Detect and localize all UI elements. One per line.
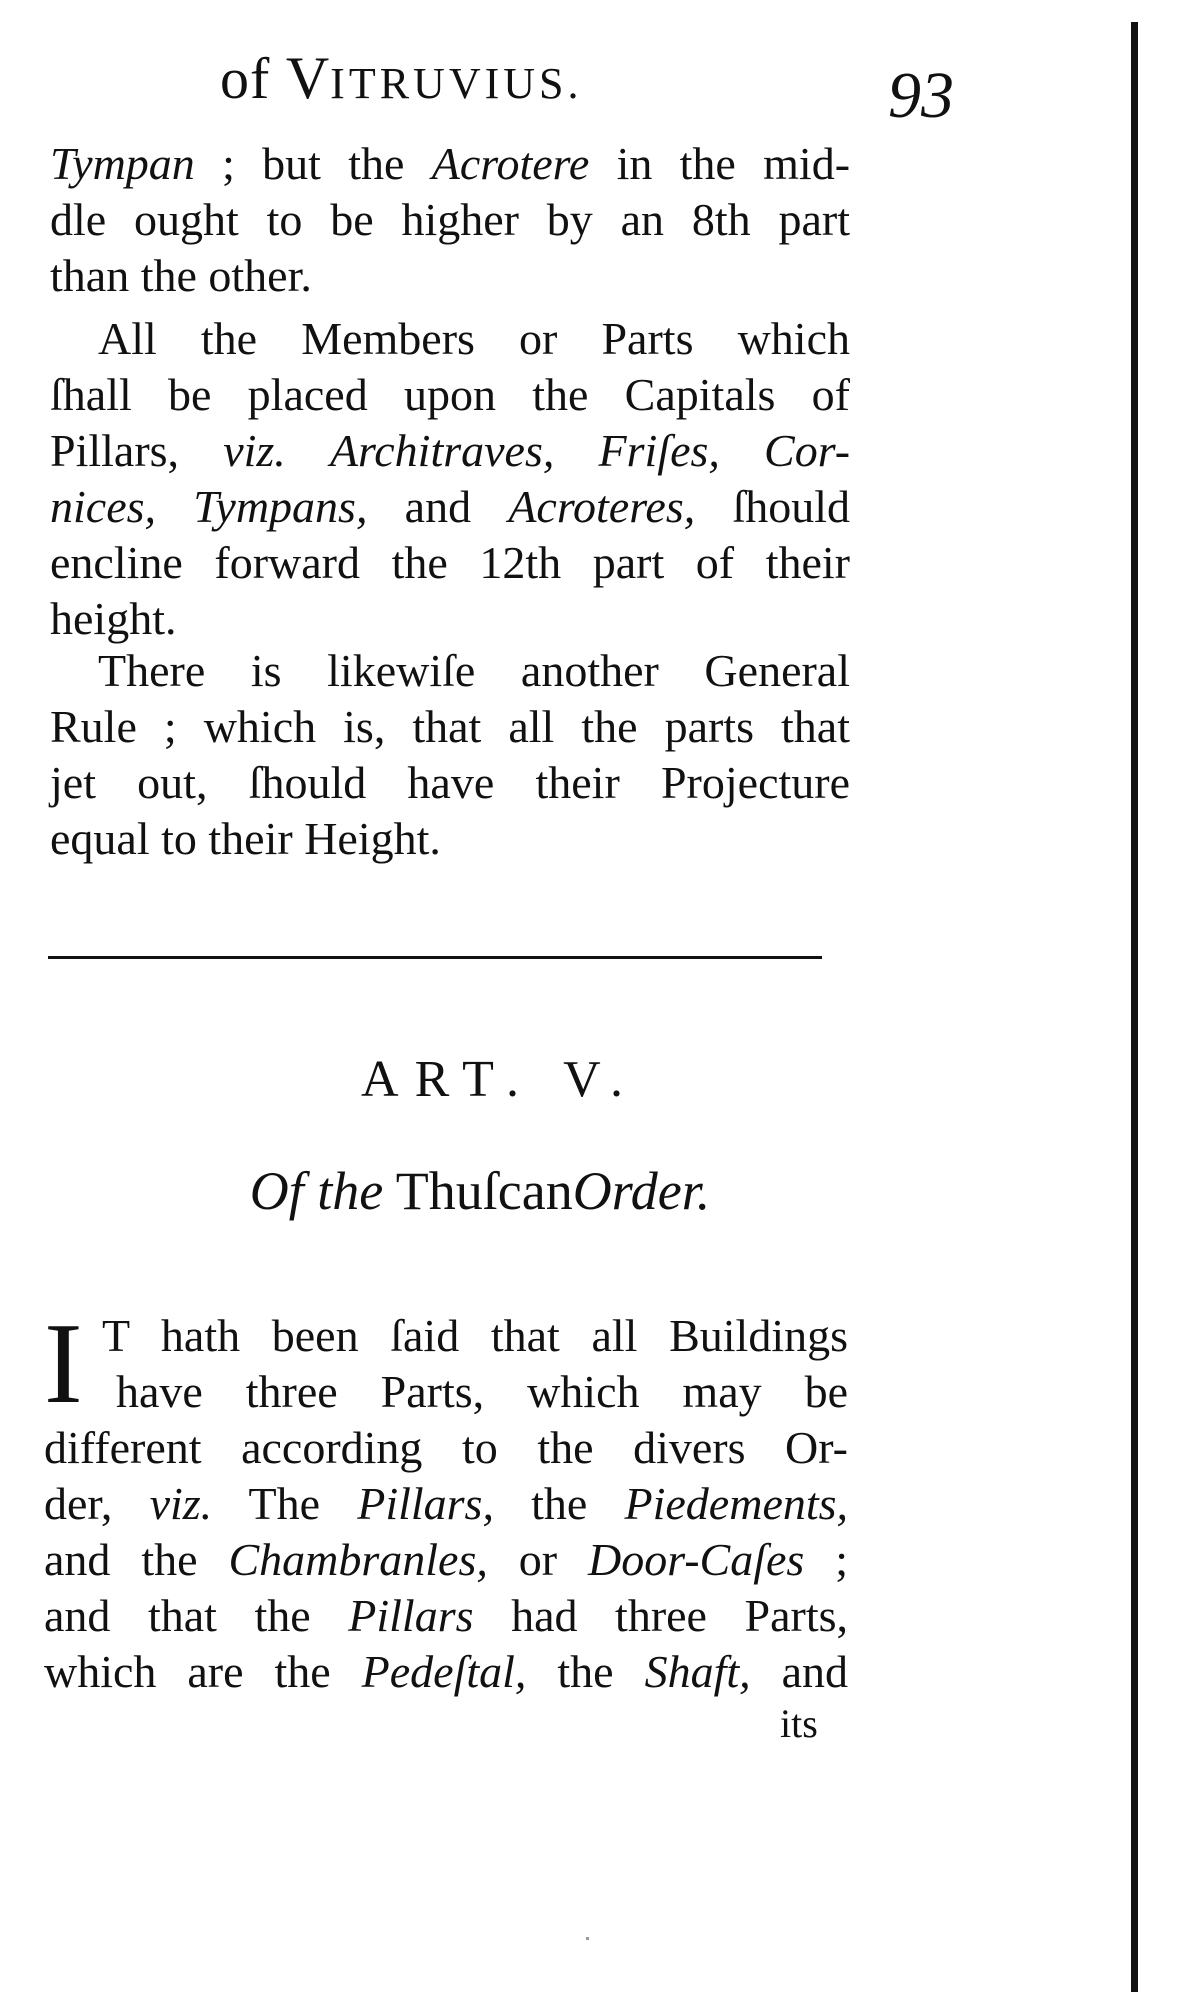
paragraph-general-rule [50,643,850,867]
text-line: different according to the divers Or- [44,1422,848,1473]
article-title-prefix: Of the [249,1161,384,1221]
text-line: and that the Pillars had three Parts, [44,1590,849,1641]
text-line: and the Chambranles, or Door-Caſes ; [44,1534,849,1585]
print-speck [586,1937,589,1940]
text-line: equal to their Height. [50,813,441,864]
article-title-name: Thuſcan [395,1161,573,1221]
text-line: which are the Pedeſtal, the Shaft, and [44,1646,849,1697]
text-line: height. [50,593,177,644]
gutter-line [1131,22,1138,1992]
text-line: Pillars, viz. Architraves, Friſes, Cor- [50,425,851,476]
running-head-of: of [220,46,271,111]
text-line: der, viz. The Pillars, the Piedements, [44,1478,849,1529]
text-line: nices, Tympans, and Acroteres, ſhould [50,481,851,532]
running-head [220,44,583,113]
text-line: Rule ; which is, that all the parts that [50,701,850,752]
text-line: dle ought to be higher by an 8th part [50,194,850,245]
section-divider [48,956,822,959]
text-line: have three Parts, which may be [116,1366,848,1417]
article-title [0,1160,960,1222]
text-line: Tympan ; but the Acrotere in the mid- [50,138,851,189]
text-line: ſhall be placed upon the Capitals of [50,369,850,420]
paragraph-continuation [50,136,850,304]
page-number: 93 [888,59,954,132]
text-line: T hath been ſaid that all Buildings [102,1310,848,1361]
drop-cap: I [44,1300,83,1428]
running-head-rest: ITRUVIUS. [330,59,583,108]
article-title-suffix: Order. [572,1161,711,1221]
text-line: jet out, ſhould have their Projecture [50,757,850,808]
text-line: than the other. [50,250,312,301]
text-line: All the Members or Parts which [98,313,850,364]
text-line: encline forward the 12th part of their [50,537,850,588]
paragraph-tuscan-order [44,1300,849,1700]
text-line: There is likewiſe another General [98,645,850,696]
catchword: its [780,1701,818,1746]
drop-cap-lines [44,1300,848,1428]
running-head-initial: V [285,45,331,111]
paragraph-members [50,311,850,647]
article-heading: ART. V. [361,1051,639,1108]
